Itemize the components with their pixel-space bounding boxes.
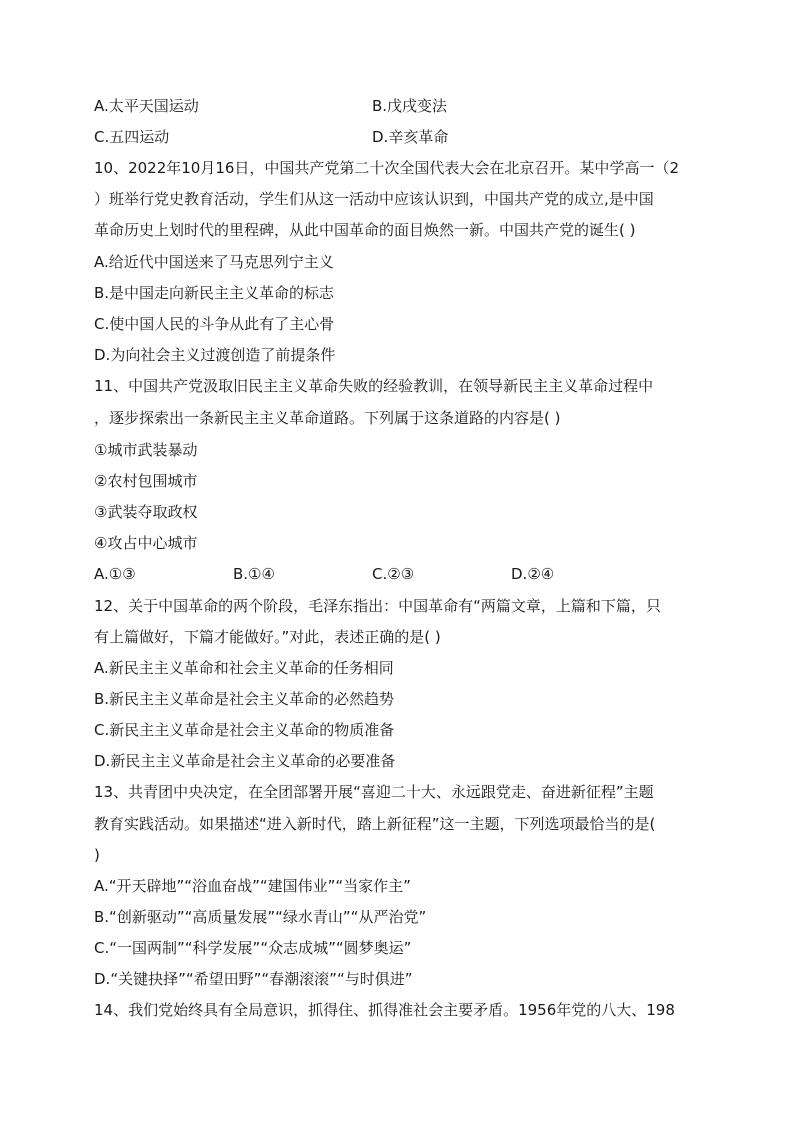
q12-option-b: B.新民主主义革命是社会主义革命的必然趋势 (94, 690, 395, 708)
q11-option-d: D.②④ (511, 565, 555, 583)
q13-stem-line-1: 13、共青团中央决定，在全团部署开展“喜迎二十大、永远跟党走、奋进新征程”主题 (94, 783, 654, 801)
q10-stem-line-2: ）班举行党史教育活动，学生们从这一活动中应该认识到，中国共产党的成立,是中国 (94, 190, 654, 208)
q11-stem-line-2: ，逐步探索出一条新民主主义革命道路。下列属于这条道路的内容是( ) (94, 409, 561, 427)
q9-option-b: B.戊戌变法 (372, 97, 448, 115)
q11-stem-line-1: 11、中国共产党汲取旧民主主义革命失败的经验教训，在领导新民主主义革命过程中 (94, 377, 654, 395)
q10-option-b: B.是中国走向新民主主义革命的标志 (94, 284, 335, 302)
q10-stem-line-1: 10、2022年10月16日，中国共产党第二十次全国代表大会在北京召开。某中学高一（2 (94, 159, 679, 177)
q12-stem-line-1: 12、关于中国革命的两个阶段，毛泽东指出：中国革命有“两篇文章，上篇和下篇，只 (94, 597, 661, 615)
q10-option-a: A.给近代中国送来了马克思列宁主义 (94, 253, 334, 271)
q14-stem-line-1: 14、我们党始终具有全局意识，抓得住、抓得准社会主要矛盾。1956年党的八大、198 (94, 1001, 675, 1019)
q11-option-a: A.①③ (94, 565, 136, 583)
q11-item-3: ③武装夺取政权 (94, 503, 198, 521)
q13-stem-line-3: ) (94, 846, 100, 864)
q10-option-d: D.为向社会主义过渡创造了前提条件 (94, 346, 336, 364)
q12-option-d: D.新民主主义革命是社会主义革命的必要准备 (94, 752, 396, 770)
q13-option-c: C.“一国两制”“科学发展”“众志成城”“圆梦奥运” (94, 939, 412, 957)
q13-option-a: A.“开天辟地”“浴血奋战”“建国伟业”“当家作主” (94, 877, 411, 895)
q11-item-2: ②农村包围城市 (94, 472, 198, 490)
q11-option-c: C.②③ (372, 565, 415, 583)
q9-option-d: D.辛亥革命 (372, 128, 449, 146)
q10-option-c: C.使中国人民的斗争从此有了主心骨 (94, 315, 335, 333)
q12-option-c: C.新民主主义革命是社会主义革命的物质准备 (94, 721, 395, 739)
q9-option-a: A.太平天国运动 (94, 97, 199, 115)
q10-stem-line-3: 革命历史上划时代的里程碑，从此中国革命的面目焕然一新。中国共产党的诞生( ) (94, 221, 636, 239)
q12-option-a: A.新民主主义革命和社会主义革命的任务相同 (94, 659, 394, 677)
q13-stem-line-2: 教育实践活动。如果描述“进入新时代，踏上新征程”这一主题，下列选项最恰当的是( (94, 815, 656, 833)
q11-item-1: ①城市武装暴动 (94, 441, 198, 459)
q13-option-d: D.“关键抉择”“希望田野”“春潮滚滚”“与时俱进” (94, 970, 413, 988)
q13-option-b: B.“创新驱动”“高质量发展”“绿水青山”“从严治党” (94, 908, 427, 926)
q12-stem-line-2: 有上篇做好，下篇才能做好。”对此，表述正确的是( ) (94, 628, 441, 646)
q11-option-b: B.①④ (233, 565, 275, 583)
q9-option-c: C.五四运动 (94, 128, 170, 146)
q11-item-4: ④攻占中心城市 (94, 534, 198, 552)
